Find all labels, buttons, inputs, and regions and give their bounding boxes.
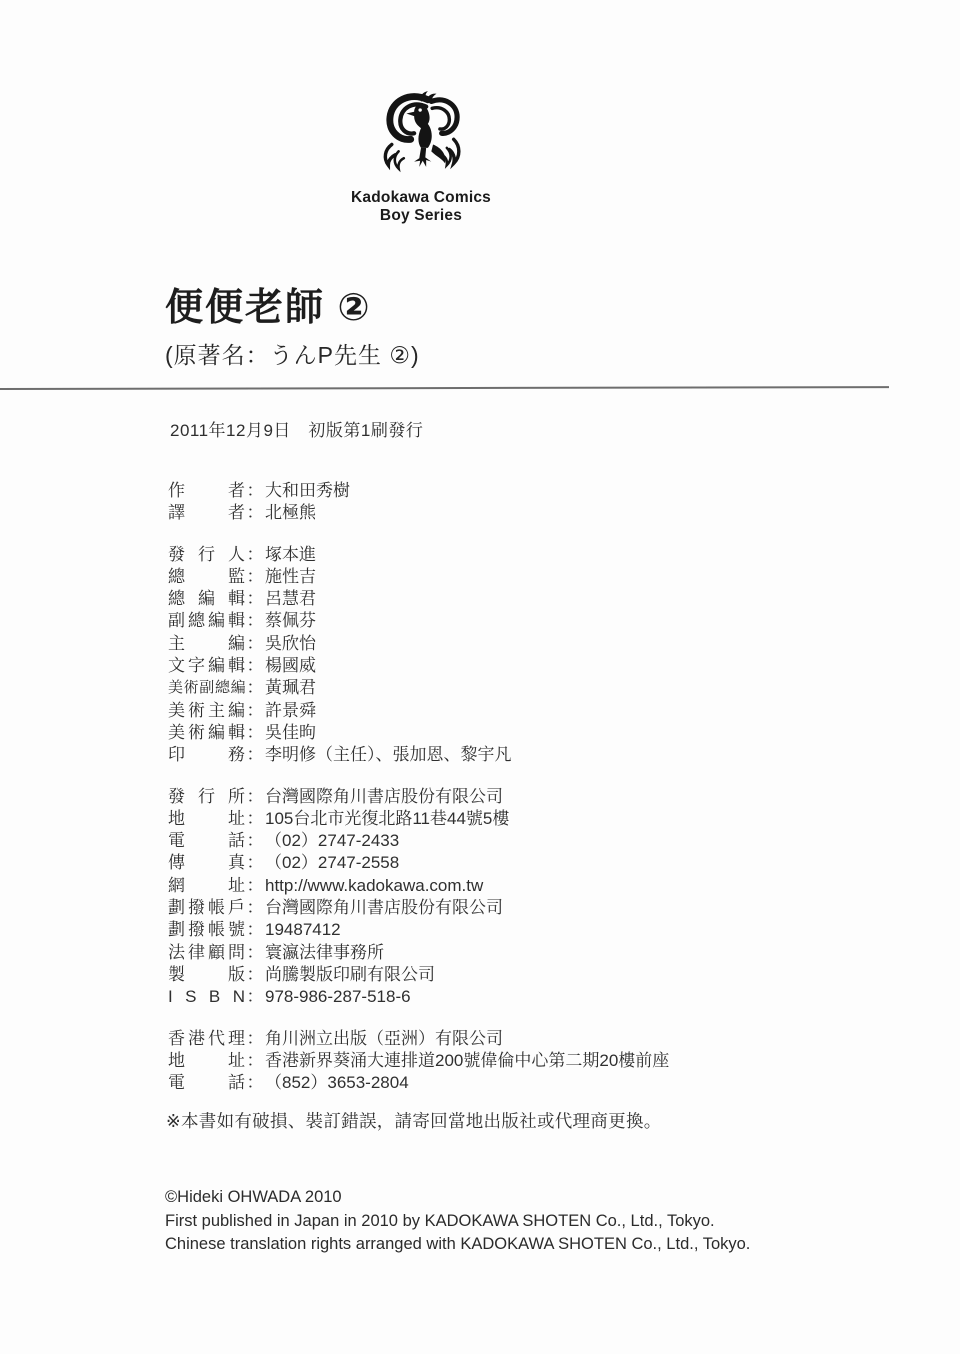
credit-label: 電話 — [168, 831, 245, 851]
credit-group-hongkong-agent — [168, 1028, 669, 1095]
credit-value: 台灣國際角川書店股份有限公司 — [265, 898, 503, 918]
credit-label: 劃撥帳戶 — [168, 898, 245, 918]
credits-list — [168, 480, 669, 1113]
credit-value: 吳佳昫 — [265, 722, 316, 742]
credit-colon: ： — [246, 1050, 264, 1070]
credit-label: 美術編輯 — [168, 722, 245, 742]
credit-row — [168, 808, 669, 830]
credit-colon: ： — [246, 1028, 264, 1048]
credit-row — [168, 610, 669, 632]
credit-colon: ： — [246, 700, 264, 720]
credit-row — [168, 942, 669, 964]
credit-colon: ： — [246, 722, 264, 742]
credit-value: 楊國威 — [265, 656, 316, 676]
credit-value: （02）2747-2558 — [265, 853, 400, 873]
book-title: 便便老師 ② — [165, 287, 372, 329]
edition-date: 2011年12月9日 初版第1刷發行 — [170, 421, 424, 440]
credit-label: 發行所 — [168, 786, 245, 806]
credit-colon: ： — [246, 964, 264, 984]
credit-colon: ： — [246, 633, 264, 653]
credit-colon: ： — [246, 481, 264, 500]
credit-row — [168, 633, 669, 655]
credit-label: 文字編輯 — [168, 656, 245, 676]
credit-value: 香港新界葵涌大連排道200號偉倫中心第二期20樓前座 — [265, 1050, 670, 1070]
credit-label: 地址 — [168, 1050, 245, 1070]
credit-label: 傳真 — [168, 853, 245, 873]
credit-row — [168, 919, 669, 941]
credit-row — [168, 566, 669, 588]
copyright-line: First published in Japan in 2010 by KADOKAWA SHOTEN Co., Ltd., Tokyo. — [165, 1211, 715, 1230]
credit-group-staff-main — [168, 480, 669, 525]
credit-colon: ： — [246, 920, 264, 940]
copyright-line: Chinese translation rights arranged with KADOKAWA SHOTEN Co., Ltd., Tokyo. — [165, 1235, 751, 1253]
credit-label: 劃撥帳號 — [168, 920, 245, 940]
credit-label: 網址 — [168, 875, 245, 895]
credit-label: 主編 — [168, 633, 245, 653]
credit-row — [168, 786, 669, 808]
credit-label: 美術副總編 — [168, 679, 245, 697]
credit-row — [168, 986, 669, 1008]
credit-value: 李明修（主任）、張加恩、黎宇凡 — [265, 745, 512, 765]
credit-colon: ： — [246, 589, 264, 609]
credit-value: 吳欣怡 — [265, 633, 316, 653]
credit-row — [168, 1028, 669, 1050]
divider-rule — [0, 386, 889, 390]
copyright-line: ©Hideki OHWADA 2010 — [165, 1188, 342, 1206]
credit-label: 作者 — [168, 481, 245, 500]
credit-value: （02）2747-2433 — [265, 831, 400, 851]
credit-value: 寰瀛法律事務所 — [265, 942, 384, 962]
credit-group-publisher — [168, 786, 669, 1009]
credit-value: 塚本進 — [265, 544, 316, 564]
credit-label: 總監 — [168, 566, 245, 586]
copyright-block — [165, 1186, 750, 1257]
credit-value: 角川洲立出版（亞洲）有限公司 — [265, 1028, 503, 1048]
credit-label: 總編輯 — [168, 589, 245, 609]
credit-value: 19487412 — [265, 920, 341, 940]
credit-label: 電話 — [168, 1073, 245, 1093]
credit-row — [168, 1072, 669, 1094]
phoenix-icon — [378, 86, 464, 184]
credit-row — [168, 722, 669, 744]
credit-row — [168, 875, 669, 897]
credit-colon: ： — [246, 544, 264, 564]
credit-colon: ： — [246, 566, 264, 586]
credit-value: （852）3653-2804 — [265, 1073, 409, 1093]
credit-colon: ： — [246, 808, 264, 828]
credit-value: 黃珮君 — [265, 678, 316, 698]
credit-row — [168, 964, 669, 986]
credit-value: http://www.kadokawa.com.tw — [265, 875, 484, 895]
credit-value: 台灣國際角川書店股份有限公司 — [265, 786, 503, 806]
credit-row — [168, 544, 669, 566]
credit-value: 施性吉 — [265, 566, 316, 586]
replacement-notice: ※本書如有破損、裝訂錯誤，請寄回當地出版社或代理商更換。 — [166, 1111, 662, 1131]
credit-label: 製版 — [168, 964, 245, 984]
credit-label: 印務 — [168, 745, 245, 765]
original-title: (原著名：うんP先生 ②) — [165, 342, 420, 368]
credit-value: 978-986-287-518-6 — [265, 987, 411, 1007]
credit-label: 譯者 — [168, 503, 245, 523]
credit-row — [168, 677, 669, 699]
credit-label: 發行人 — [168, 544, 245, 564]
credit-label: 美術主編 — [168, 700, 245, 720]
credit-colon: ： — [246, 611, 264, 631]
credit-colon: ： — [246, 875, 264, 895]
series-name-line1: Kadokawa Comics — [351, 189, 491, 206]
credit-value: 呂慧君 — [265, 589, 316, 609]
credit-value: 北極熊 — [265, 503, 316, 523]
credit-label: 副總編輯 — [168, 611, 245, 631]
credit-row — [168, 700, 669, 722]
credit-value: 尚騰製版印刷有限公司 — [265, 964, 435, 984]
credit-row — [168, 655, 669, 677]
credit-value: 蔡佩芬 — [265, 611, 316, 631]
credit-row — [168, 502, 669, 524]
credit-value: 105台北市光復北路11巷44號5樓 — [265, 808, 510, 828]
credit-label: 香港代理 — [168, 1028, 245, 1048]
credit-row — [168, 830, 669, 852]
credit-colon: ： — [246, 942, 264, 962]
credit-colon: ： — [246, 898, 264, 918]
credit-row — [168, 852, 669, 874]
publisher-logo-block — [0, 86, 842, 225]
credit-colon: ： — [246, 987, 264, 1007]
title-block — [165, 286, 420, 370]
credit-colon: ： — [246, 786, 264, 806]
credit-label: 地址 — [168, 808, 245, 828]
credit-colon: ： — [246, 745, 264, 765]
credit-row — [168, 588, 669, 610]
credit-label: 法律顧問 — [168, 942, 245, 962]
credit-value: 許景舜 — [265, 700, 316, 720]
credit-colon: ： — [246, 503, 264, 523]
credit-colon: ： — [246, 656, 264, 676]
credit-label: I S B N — [168, 987, 245, 1007]
credit-row — [168, 1050, 669, 1072]
series-name-line2: Boy Series — [379, 207, 463, 224]
credit-row — [168, 897, 669, 919]
credit-row — [168, 744, 669, 766]
credit-value: 大和田秀樹 — [265, 481, 350, 500]
credit-colon: ： — [246, 1073, 264, 1093]
credit-colon: ： — [246, 853, 264, 873]
credit-group-editorial — [168, 544, 669, 767]
credit-colon: ： — [246, 678, 264, 698]
credit-row — [168, 480, 669, 502]
credit-colon: ： — [246, 831, 264, 851]
